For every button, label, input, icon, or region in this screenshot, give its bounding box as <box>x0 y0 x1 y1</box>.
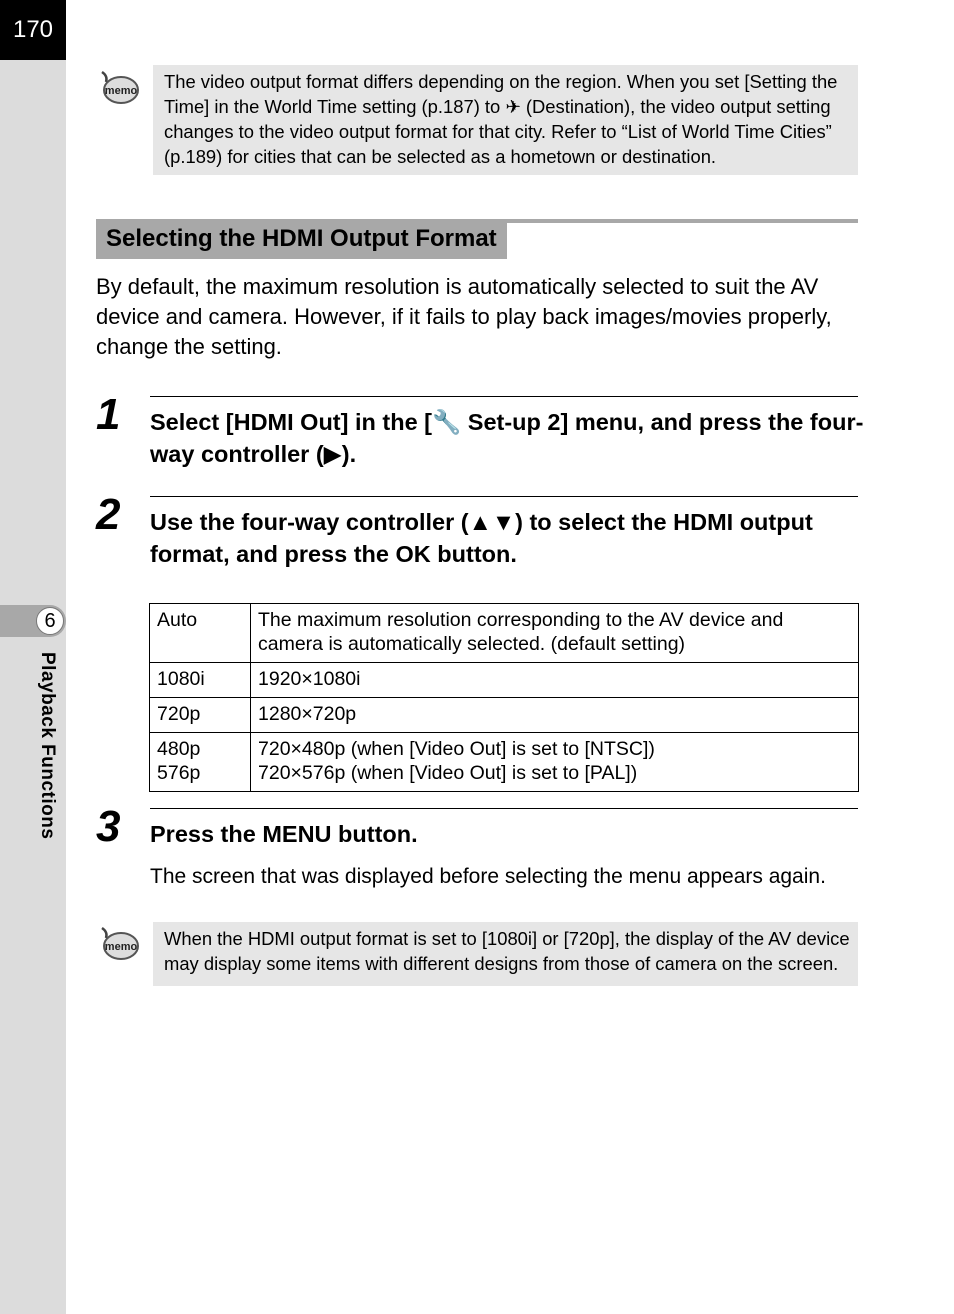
format-key-cell: 1080i <box>150 663 251 698</box>
memo-box-bottom <box>153 922 858 986</box>
step-1-rule <box>150 396 858 397</box>
step-2-text: Use the four-way controller (▲▼) to select the HDMI output format, and press the OK button. <box>150 509 813 567</box>
page-number: 170 <box>0 0 66 60</box>
section-title: Selecting the HDMI Output Format <box>96 219 507 259</box>
format-key-cell: 480p 576p <box>150 733 251 792</box>
memo-text-top: The video output format differs depending on the region. When you set [Setting the Time] in the World Time setting (p.187) to ✈ (Destination), the video output setting changes to the video output format for that city. Refer to “List of World Time Cities” (p.189) for cities that can be selected as a hometown or destination. <box>164 71 838 167</box>
chapter-number: 6 <box>36 607 64 635</box>
memo-box-top <box>153 65 858 175</box>
step-2-number: 2 <box>96 490 121 539</box>
table-row <box>150 698 859 733</box>
format-key-cell: Auto <box>150 604 251 663</box>
step-2-rule <box>150 496 858 497</box>
step-1-number: 1 <box>96 390 121 439</box>
svg-text:memo: memo <box>104 941 138 953</box>
step-3-text: Press the MENU button. <box>150 821 418 847</box>
table-row <box>150 663 859 698</box>
format-key-cell: 720p <box>150 698 251 733</box>
chapter-title: Playback Functions <box>37 652 58 840</box>
memo-icon <box>98 926 140 964</box>
format-value-cell: The maximum resolution corresponding to the AV device and camera is automatically selected. (default setting) <box>251 604 859 663</box>
table-row <box>150 604 859 663</box>
step-3-number: 3 <box>96 802 121 851</box>
step-3-rule <box>150 808 858 809</box>
section-header <box>96 219 858 259</box>
format-value-cell: 720×480p (when [Video Out] is set to [NTSC]) 720×576p (when [Video Out] is set to [PAL]) <box>251 733 859 792</box>
step-3-description: The screen that was displayed before selecting the menu appears again. <box>150 865 826 888</box>
format-value-cell: 1280×720p <box>251 698 859 733</box>
table-row <box>150 733 859 792</box>
step-1-text: Select [HDMI Out] in the [🔧 Set-up 2] menu, and press the four-way controller (▶). <box>150 409 864 467</box>
memo-text-bottom: When the HDMI output format is set to [1080i] or [720p], the display of the AV device may display some items with different designs from those of camera on the screen. <box>164 928 850 974</box>
svg-text:memo: memo <box>104 85 138 97</box>
intro-paragraph: By default, the maximum resolution is automatically selected to suit the AV device and camera. However, if it fails to play back images/movies properly, change the setting. <box>96 274 832 359</box>
hdmi-format-table <box>149 603 859 792</box>
format-value-cell: 1920×1080i <box>251 663 859 698</box>
memo-icon <box>98 70 140 108</box>
